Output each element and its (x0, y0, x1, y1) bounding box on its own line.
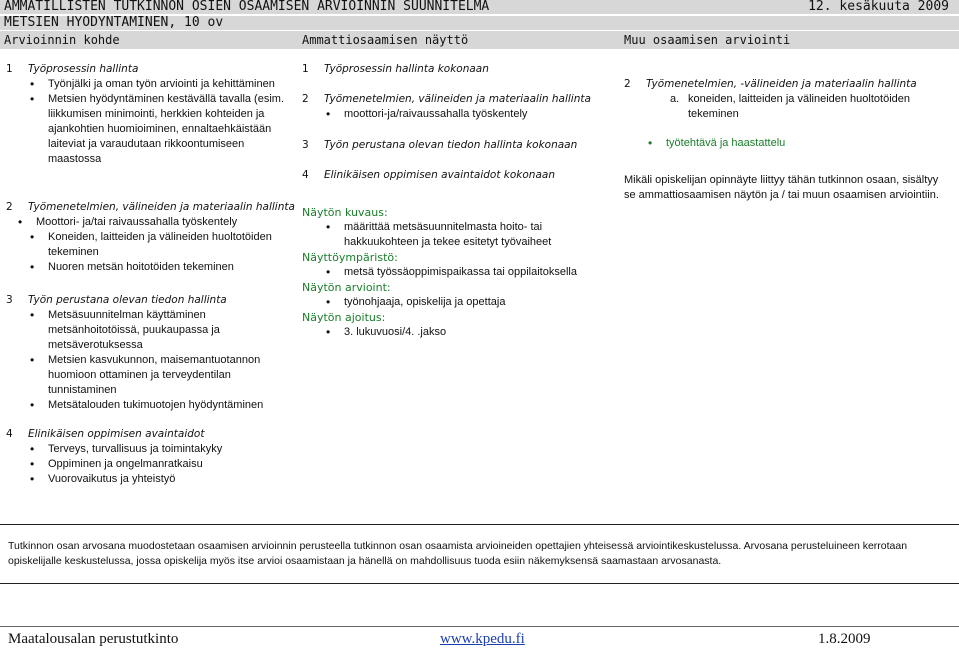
right-green-list (646, 136, 950, 151)
right-sub-item-a (624, 92, 950, 122)
other-assessment-column (624, 77, 950, 203)
column-header-demonstration: Ammattiosaamisen näyttö (302, 33, 469, 47)
demonstration-environment-list (324, 265, 608, 280)
list-item: • Terveys, turvallisuus ja toimintakyky (28, 442, 290, 457)
thesis-note: Mikäli opiskelijan opinnäyte liittyy tähän tutkinnon osaan, sisältyy se ammattiosaamisen näytön ja / tai muun osaamisen arviointiin. (624, 174, 939, 201)
middle-section-2-title: 2 Työmenetelmien, välineiden ja materiaalin hallinta (302, 93, 591, 105)
document-subtitle: METSIEN HYÖDYNTÄMINEN, 10 ov (4, 16, 224, 30)
middle-section-2-list (324, 107, 608, 122)
demonstration-timing-list (324, 325, 608, 340)
document-title: AMMATILLISTEN TUTKINNON OSIEN OSAAMISEN ARVIOINNIN SUUNNITELMA (4, 0, 490, 14)
document-subtitle-bar (0, 16, 959, 30)
list-item: • määrittää metsäsuunnitelmasta hoito- tai hakkuukohteen ja tekee esitetyt työvaiheet (324, 220, 608, 250)
left-section-4-title: 4 Elinikäisen oppimisen avaintaidot (6, 428, 205, 440)
left-section-4-list (28, 442, 290, 487)
demonstration-environment-label: Näyttöympäristö: (302, 251, 398, 264)
demonstration-assessors-label: Näytön arvioint: (302, 281, 391, 294)
footer-website-link[interactable]: www.kpedu.fi (440, 631, 525, 647)
footer-date: 1.8.2009 (818, 631, 871, 647)
list-item: • moottori-ja/raivaussahalla työskentely (324, 107, 608, 122)
document-title-bar (0, 0, 959, 14)
assessment-target-column (6, 62, 295, 487)
sub-item-text: koneiden, laitteiden ja välineiden huoltotöiden tekeminen (688, 93, 911, 120)
left-section-3-title: 3 Työn perustana olevan tiedon hallinta (6, 294, 227, 306)
list-item: • työtehtävä ja haastattelu (646, 136, 950, 151)
left-section-3-list (28, 308, 290, 413)
list-item: • työnohjaaja, opiskelija ja opettaja (324, 295, 608, 310)
demonstration-assessors-list (324, 295, 608, 310)
left-section-1-list (28, 77, 290, 167)
grading-note-box (0, 524, 959, 584)
table-header-row (0, 31, 959, 49)
left-section-2-title: 2 Työmenetelmien, välineiden ja materiaalin hallinta (6, 201, 295, 213)
left-section-2-list (28, 215, 290, 275)
demonstration-description-list (324, 220, 608, 250)
footer-left-text: Maatalousalan perustutkinto (8, 631, 179, 647)
list-item: • Metsien kasvukunnon, maisemantuotannon huomioon ottaminen ja terveydentilan tunnistaminen (28, 353, 290, 398)
demonstration-description-label: Näytön kuvaus: (302, 206, 388, 219)
list-item: • Koneiden, laitteiden ja välineiden huoltotöiden tekeminen (28, 230, 290, 260)
column-header-other-assessment: Muu osaamisen arviointi (624, 33, 791, 47)
column-header-target: Arvioinnin kohde (4, 33, 120, 47)
list-item: • Metsien hyödyntäminen kestävällä tavalla (esim. liikkumisen minimointi, herkkien kohteiden ja ajankohtien huomioiminen, ennaltaehkäistään laiteviat ja varaudutaan rikkoontumiseen maastossa (28, 92, 290, 167)
middle-section-1-title: 1 Työprosessin hallinta kokonaan (302, 63, 489, 75)
sub-item-marker: a. (670, 93, 680, 105)
list-item: • Oppiminen ja ongelmanratkaisu (28, 457, 290, 472)
middle-section-3-title: 3 Työn perustana olevan tiedon hallinta kokonaan (302, 139, 578, 151)
list-item: • Metsäsuunnitelman käyttäminen metsänhoitotöissä, puukaupassa ja metsäverotuksessa (28, 308, 290, 353)
footer-divider (0, 626, 959, 627)
list-item: • Metsätalouden tukimuotojen hyödyntäminen (28, 398, 290, 413)
demonstration-timing-label: Näytön ajoitus: (302, 311, 386, 324)
document-date: 12. kesäkuuta 2009 (808, 0, 949, 14)
left-section-1-title: 1 Työprosessin hallinta (6, 63, 139, 75)
right-section-2-title: 2 Työmenetelmien, -välineiden ja materiaalin hallinta (624, 78, 917, 90)
list-item: • Työnjälki ja oman työn arviointi ja kehittäminen (28, 77, 290, 92)
demonstration-column (302, 62, 608, 340)
list-item: • Moottori- ja/tai raivaussahalla työskentely (16, 215, 290, 230)
middle-section-4-title: 4 Elinikäisen oppimisen avaintaidot kokonaan (302, 169, 555, 181)
list-item: • Nuoren metsän hoitotöiden tekeminen (28, 260, 290, 275)
list-item: • metsä työssäoppimispaikassa tai oppilaitoksella (324, 265, 608, 280)
grading-note-text: Tutkinnon osan arvosana muodostetaan osaamisen arvioinnin perusteella tutkinnon osan osaamista arvioineiden opettajien yhteisessä arviointikeskustelussa. Arvosana perusteluineen kerrotaan opiskelijalle keskustelussa, jossa opiskelija myös itse arvioi osaamistaan ja hänellä on mahdollisuus tuoda esiin näkemyksensä saamastaan arvosanasta. (8, 540, 908, 567)
list-item: • Vuorovaikutus ja yhteistyö (28, 472, 290, 487)
list-item: • 3. lukuvuosi/4. .jakso (324, 325, 608, 340)
